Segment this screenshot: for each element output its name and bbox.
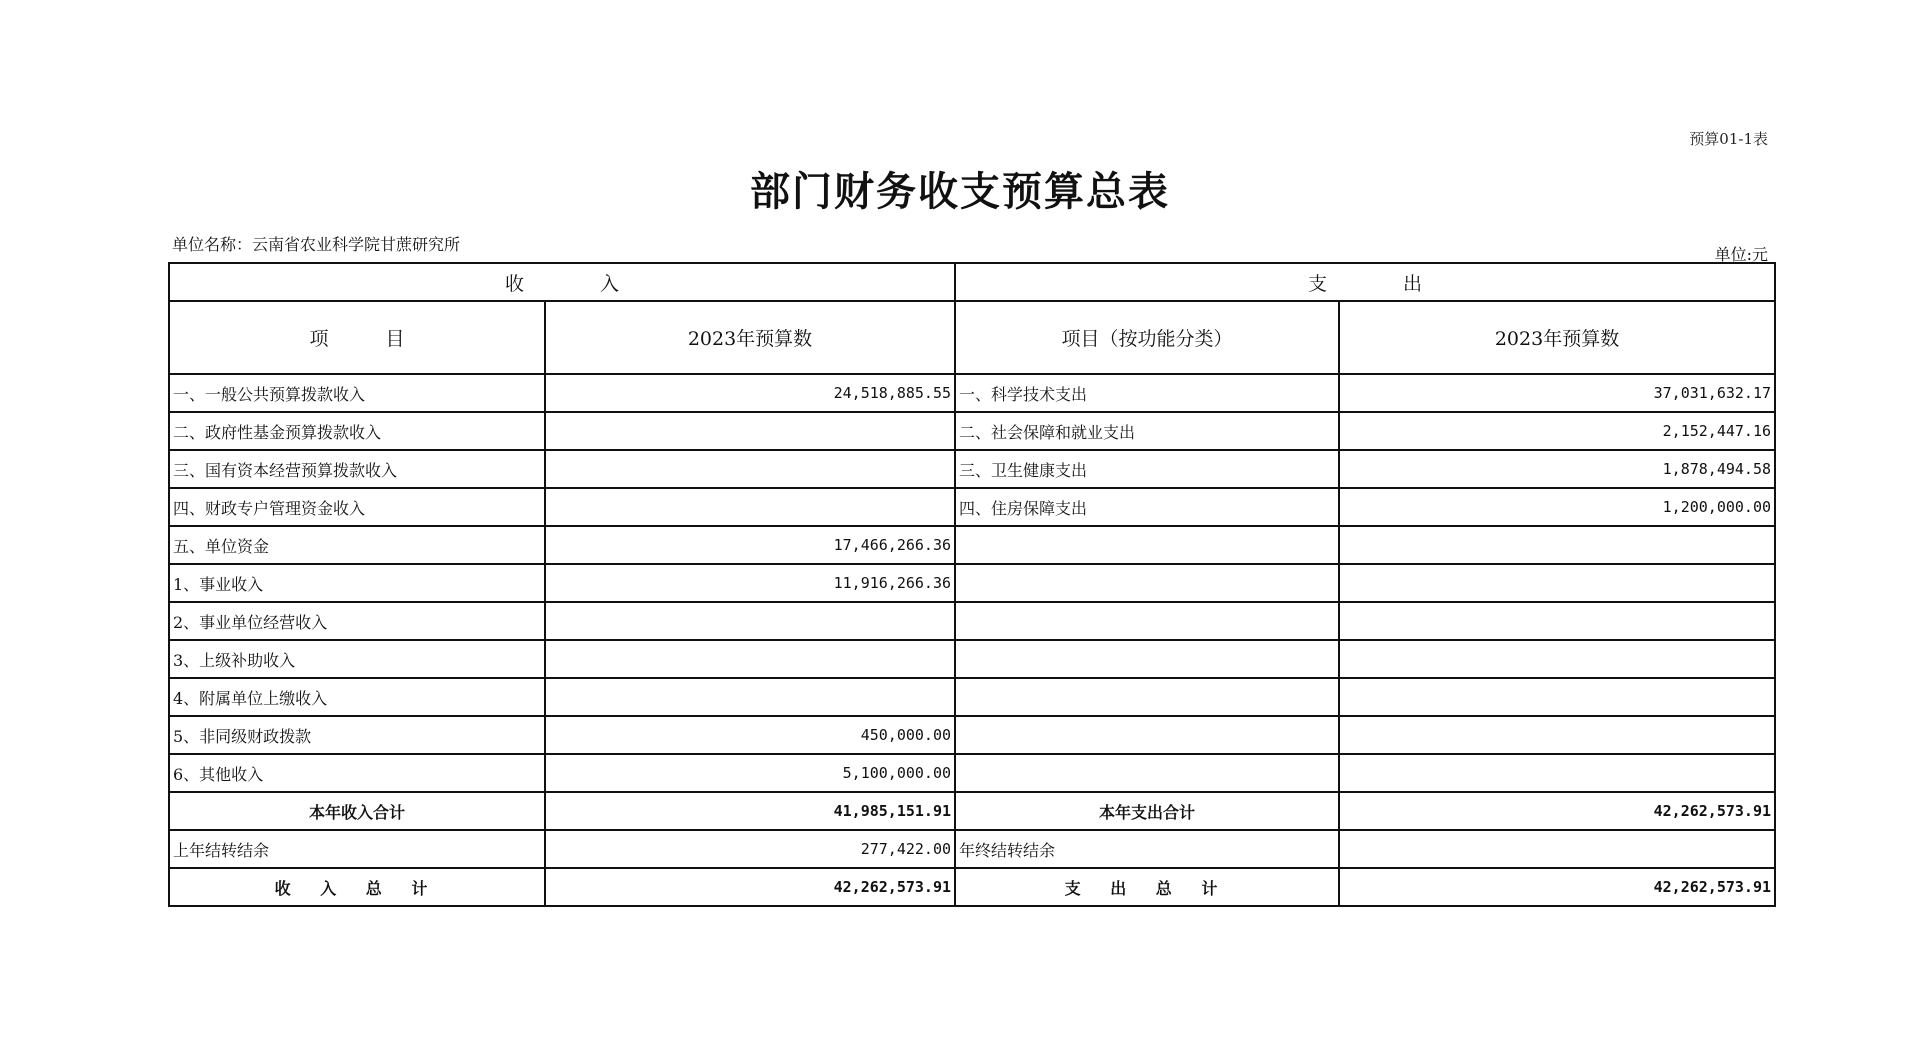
expense-item-header: 项目（按功能分类）	[955, 301, 1339, 374]
income-item: 5、非同级财政拨款	[169, 716, 545, 754]
income-item-header: 项 目	[169, 301, 545, 374]
page-title: 部门财务收支预算总表	[750, 169, 1170, 215]
expense-total-value: 42,262,573.91	[1339, 868, 1775, 906]
table-row	[169, 754, 1775, 792]
expense-group-header: 支 出	[955, 263, 1775, 301]
expense-carryover-label: 年终结转结余	[955, 830, 1339, 868]
expense-value: 1,878,494.58	[1339, 450, 1775, 488]
total-row	[169, 868, 1775, 906]
expense-item	[955, 716, 1339, 754]
income-value	[545, 412, 955, 450]
income-subtotal-label: 本年收入合计	[169, 792, 545, 830]
income-value	[545, 602, 955, 640]
budget-table	[168, 262, 1776, 907]
income-item: 五、单位资金	[169, 526, 545, 564]
expense-total-label: 支 出 总 计	[955, 868, 1339, 906]
income-value: 11,916,266.36	[545, 564, 955, 602]
income-item: 三、国有资本经营预算拨款收入	[169, 450, 545, 488]
header-group-row	[169, 263, 1775, 301]
income-value: 17,466,266.36	[545, 526, 955, 564]
income-total-value: 42,262,573.91	[545, 868, 955, 906]
expense-value	[1339, 640, 1775, 678]
subtotal-row	[169, 792, 1775, 830]
income-carryover-label: 上年结转结余	[169, 830, 545, 868]
expense-item: 四、住房保障支出	[955, 488, 1339, 526]
table-row	[169, 374, 1775, 412]
table-row	[169, 678, 1775, 716]
income-item: 4、附属单位上缴收入	[169, 678, 545, 716]
table-row	[169, 450, 1775, 488]
income-total-label: 收 入 总 计	[169, 868, 545, 906]
header-column-row	[169, 301, 1775, 374]
income-item: 2、事业单位经营收入	[169, 602, 545, 640]
expense-value: 2,152,447.16	[1339, 412, 1775, 450]
expense-value	[1339, 678, 1775, 716]
expense-budget-header: 2023年预算数	[1339, 301, 1775, 374]
carryover-row	[169, 830, 1775, 868]
income-value: 5,100,000.00	[545, 754, 955, 792]
expense-item: 二、社会保障和就业支出	[955, 412, 1339, 450]
expense-subtotal-label: 本年支出合计	[955, 792, 1339, 830]
table-row	[169, 488, 1775, 526]
income-value	[545, 450, 955, 488]
expense-item	[955, 564, 1339, 602]
expense-value	[1339, 754, 1775, 792]
currency-unit: 单位:元	[1714, 245, 1768, 264]
income-group-header: 收 入	[169, 263, 955, 301]
unit-name: 单位名称：云南省农业科学院甘蔗研究所	[172, 235, 461, 254]
expense-item	[955, 678, 1339, 716]
income-carryover-value: 277,422.00	[545, 830, 955, 868]
income-item: 1、事业收入	[169, 564, 545, 602]
expense-value	[1339, 564, 1775, 602]
income-item: 一、一般公共预算拨款收入	[169, 374, 545, 412]
table-row	[169, 526, 1775, 564]
expense-item	[955, 754, 1339, 792]
income-value: 24,518,885.55	[545, 374, 955, 412]
income-budget-header: 2023年预算数	[545, 301, 955, 374]
table-row	[169, 602, 1775, 640]
income-value	[545, 488, 955, 526]
expense-item: 一、科学技术支出	[955, 374, 1339, 412]
income-item: 3、上级补助收入	[169, 640, 545, 678]
income-value	[545, 640, 955, 678]
expense-item	[955, 526, 1339, 564]
expense-value	[1339, 526, 1775, 564]
income-item: 二、政府性基金预算拨款收入	[169, 412, 545, 450]
expense-value	[1339, 716, 1775, 754]
expense-value: 1,200,000.00	[1339, 488, 1775, 526]
table-row	[169, 716, 1775, 754]
income-value	[545, 678, 955, 716]
table-row	[169, 640, 1775, 678]
expense-subtotal-value: 42,262,573.91	[1339, 792, 1775, 830]
table-row	[169, 412, 1775, 450]
form-number: 预算01-1表	[1689, 130, 1768, 148]
table-row	[169, 564, 1775, 602]
expense-item: 三、卫生健康支出	[955, 450, 1339, 488]
expense-item	[955, 602, 1339, 640]
expense-carryover-value	[1339, 830, 1775, 868]
income-value: 450,000.00	[545, 716, 955, 754]
income-subtotal-value: 41,985,151.91	[545, 792, 955, 830]
expense-value	[1339, 602, 1775, 640]
expense-value: 37,031,632.17	[1339, 374, 1775, 412]
income-item: 6、其他收入	[169, 754, 545, 792]
expense-item	[955, 640, 1339, 678]
income-item: 四、财政专户管理资金收入	[169, 488, 545, 526]
